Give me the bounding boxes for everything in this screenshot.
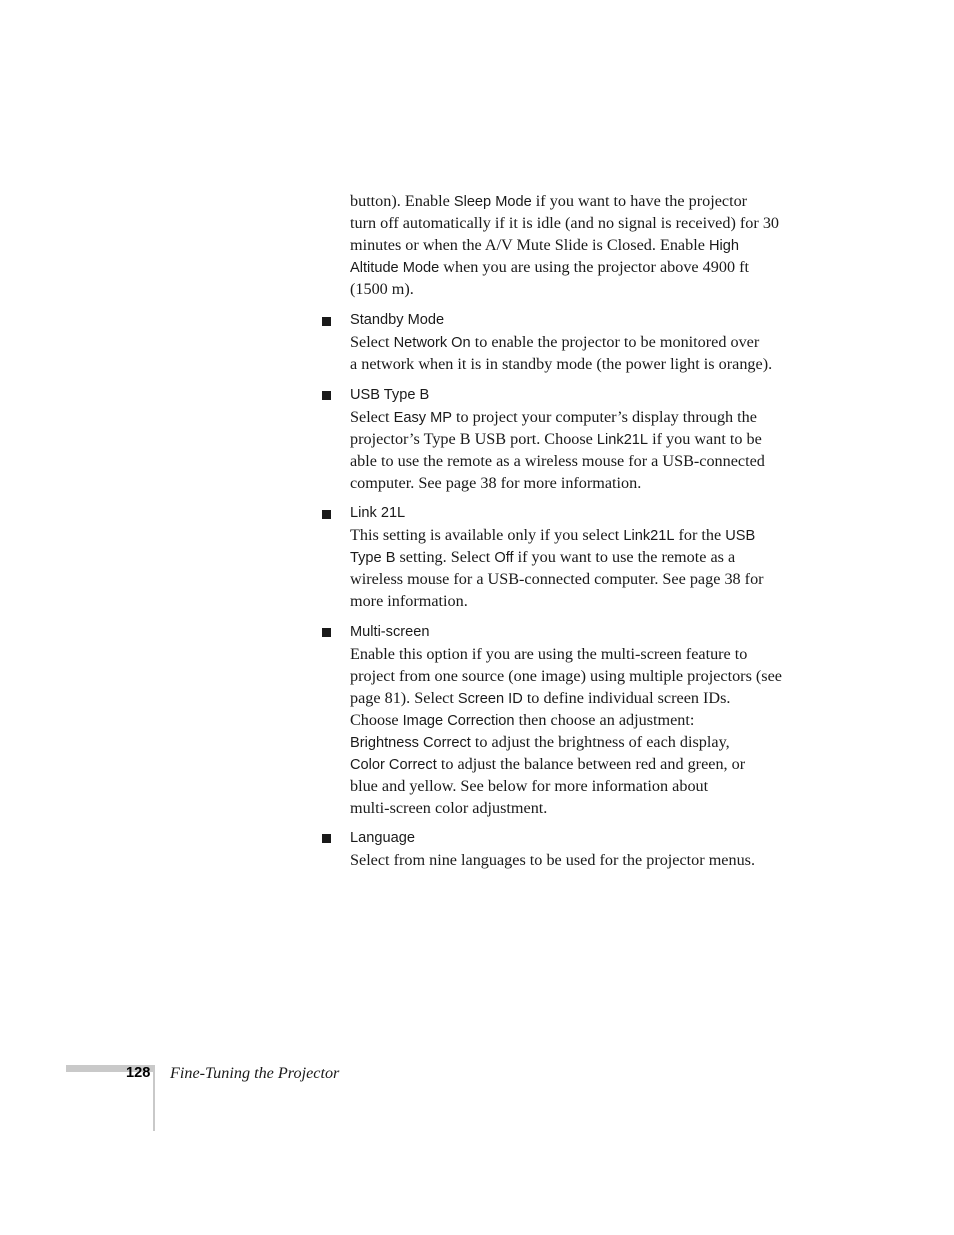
intro-line-4: Altitude Mode when you are using the projector above 4900 ft [350,258,749,276]
usb-line-3: able to use the remote as a wireless mouse for a USB-connected [350,452,765,470]
multi-line-1: Enable this option if you are using the multi-screen feature to [350,645,748,663]
multi-line-5: Brightness Correct to adjust the brightness of each display, [350,733,730,751]
link-heading: Link 21L [350,505,406,521]
menu-term-color-correct: Color Correct [350,757,437,773]
intro-line-3: minutes or when the A/V Mute Slide is Closed. Enable High [350,236,739,254]
language-section [350,827,790,871]
multi-line-2: project from one source (one image) using multiple projectors (see [350,667,782,685]
footer-vertical-rule [153,1065,155,1131]
intro-line-2: turn off automatically if it is idle (and no signal is received) for 30 [350,214,780,232]
intro-paragraph [350,190,790,300]
usb-section [350,384,790,494]
intro-line-5: (1500 m). [350,280,414,298]
link-section [350,502,790,612]
multi-line-4: Choose Image Correction then choose an adjustment: [350,711,695,729]
menu-term-sleep-mode: Sleep Mode [453,194,532,210]
intro-line-1: button). Enable Sleep Mode if you want to have the projector [350,192,748,210]
multi-line-8: multi-screen color adjustment. [350,799,548,817]
usb-line-1: Select Easy MP to project your computer’s display through the [350,408,757,426]
usb-line-2: projector’s Type B USB port. Choose Link21L if you want to be [350,430,762,448]
multi-section [350,621,790,819]
standby-line-2: a network when it is in standby mode (the power light is orange). [350,355,773,373]
multi-line-3: page 81). Select Screen ID to define individual screen IDs. [350,689,731,707]
link-line-1: This setting is available only if you select Link21L for the USB [350,526,756,544]
bullet-usb [322,391,331,400]
standby-heading: Standby Mode [350,312,445,328]
language-line-1: Select from nine languages to be used for the projector menus. [350,851,756,869]
language-heading: Language [350,830,415,846]
menu-term-network-on: Network On [393,335,471,351]
menu-term-usb: USB [725,528,756,544]
menu-term-brightness-correct: Brightness Correct [350,735,471,751]
chapter-title: Fine-Tuning the Projector [170,1064,340,1082]
bullet-standby [322,317,331,326]
usb-heading: USB Type B [350,387,430,403]
menu-term-off: Off [494,550,514,566]
page-number: 128 [126,1065,151,1081]
menu-term-type-b: Type B [350,550,396,566]
link-line-2: Type B setting. Select Off if you want to use the remote as a [350,548,736,566]
menu-term-high: High [708,238,739,254]
multi-line-6: Color Correct to adjust the balance between red and green, or [350,755,746,773]
bullet-multi [322,628,331,637]
standby-section [350,309,790,375]
link-line-3: wireless mouse for a USB-connected computer. See page 38 for [350,570,764,588]
multi-line-7: blue and yellow. See below for more information about [350,777,709,795]
menu-term-link21l: Link21L [596,432,649,448]
link-line-4: more information. [350,592,468,610]
bullet-link [322,510,331,519]
menu-term-link21l-2: Link21L [623,528,675,544]
menu-term-easy-mp: Easy MP [393,410,452,426]
multi-heading: Multi-screen [350,624,430,640]
menu-term-screen-id: Screen ID [457,691,523,707]
usb-line-4: computer. See page 38 for more information. [350,474,642,492]
menu-term-altitude-mode: Altitude Mode [350,260,440,276]
bullet-language [322,834,331,843]
menu-term-image-correction: Image Correction [402,713,515,729]
standby-line-1: Select Network On to enable the projector to be monitored over [350,333,760,351]
